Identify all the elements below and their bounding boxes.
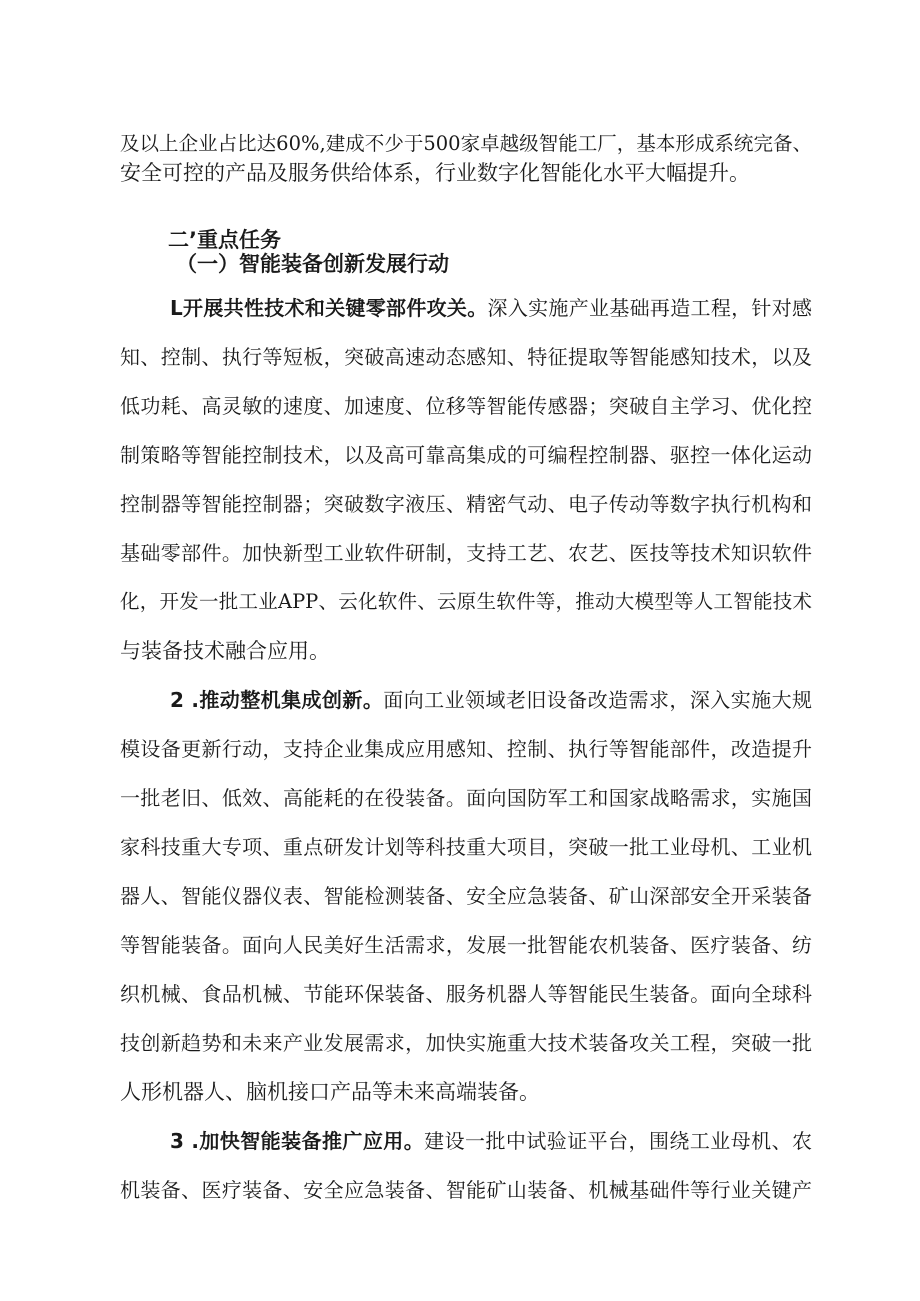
paragraph-line: 制策略等智能控制技术，以及高可靠高集成的可编程控制器、驱控一体化运动 bbox=[120, 443, 812, 467]
paragraph-line: 织机械、食品机械、节能环保装备、服务机器人等智能民生装备。面向全球科 bbox=[120, 982, 812, 1006]
paragraph-line: 模设备更新行动，支持企业集成应用感知、控制、执行等智能部件，改造提升 bbox=[120, 737, 812, 761]
paragraph-first-line bbox=[170, 686, 812, 714]
item-title: 2 .推动整机集成创新。 bbox=[170, 688, 384, 712]
item-text: 面向工业领域老旧设备改造需求，深入实施大规 bbox=[383, 688, 812, 712]
item-title: L开展共性技术和关键零部件攻关。 bbox=[170, 296, 488, 320]
intro-line: 及以上企业占比达60%,建成不少于500家卓越级智能工厂，基本形成系统完备、 bbox=[120, 132, 812, 155]
intro-line: 安全可控的产品及服务供给体系，行业数字化智能化水平大幅提升。 bbox=[120, 161, 750, 185]
paragraph-line: 器人、智能仪器仪表、智能检测装备、安全应急装备、矿山深部安全开采装备 bbox=[120, 884, 812, 908]
paragraph-line: 机装备、医疗装备、安全应急装备、智能矿山装备、机械基础件等行业关键产 bbox=[120, 1178, 812, 1202]
paragraph-line: 家科技重大专项、重点研发计划等科技重大项目，突破一批工业母机、工业机 bbox=[120, 835, 812, 859]
item-title: 3 .加快智能装备推广应用。 bbox=[170, 1129, 425, 1153]
item-text: 深入实施产业基础再造工程，针对感 bbox=[487, 296, 812, 320]
paragraph-line: 控制器等智能控制器；突破数字液压、精密气动、电子传动等数字执行机构和 bbox=[120, 492, 812, 516]
paragraph-line: 一批老旧、低效、高能耗的在役装备。面向国防军工和国家战略需求，实施国 bbox=[120, 786, 812, 810]
paragraph-line: 与装备技术融合应用。 bbox=[120, 639, 330, 663]
paragraph-line: 等智能装备。面向人民美好生活需求，发展一批智能农机装备、医疗装备、纺 bbox=[120, 933, 812, 957]
paragraph-line: 低功耗、高灵敏的速度、加速度、位移等智能传感器；突破自主学习、优化控 bbox=[120, 394, 812, 418]
paragraph-first-line bbox=[170, 1127, 812, 1155]
section-heading: 二’重点任务 bbox=[168, 228, 281, 252]
item-text: 建设一批中试验证平台，围绕工业母机、农 bbox=[424, 1129, 812, 1153]
subsection-heading: （一）智能装备创新发展行动 bbox=[176, 252, 449, 276]
paragraph-line: 化，开发一批工业APP、云化软件、云原生软件等，推动大模型等人工智能技术 bbox=[120, 590, 812, 613]
paragraph-line: 知、控制、执行等短板，突破高速动态感知、特征提取等智能感知技术，以及 bbox=[120, 345, 812, 369]
paragraph-line: 基础零部件。加快新型工业软件研制，支持工艺、农艺、医技等技术知识软件 bbox=[120, 541, 812, 565]
paragraph-first-line bbox=[170, 294, 812, 322]
paragraph-line: 技创新趋势和未来产业发展需求，加快实施重大技术装备攻关工程，突破一批 bbox=[120, 1031, 812, 1055]
paragraph-line: 人形机器人、脑机接口产品等未来高端装备。 bbox=[120, 1080, 540, 1104]
